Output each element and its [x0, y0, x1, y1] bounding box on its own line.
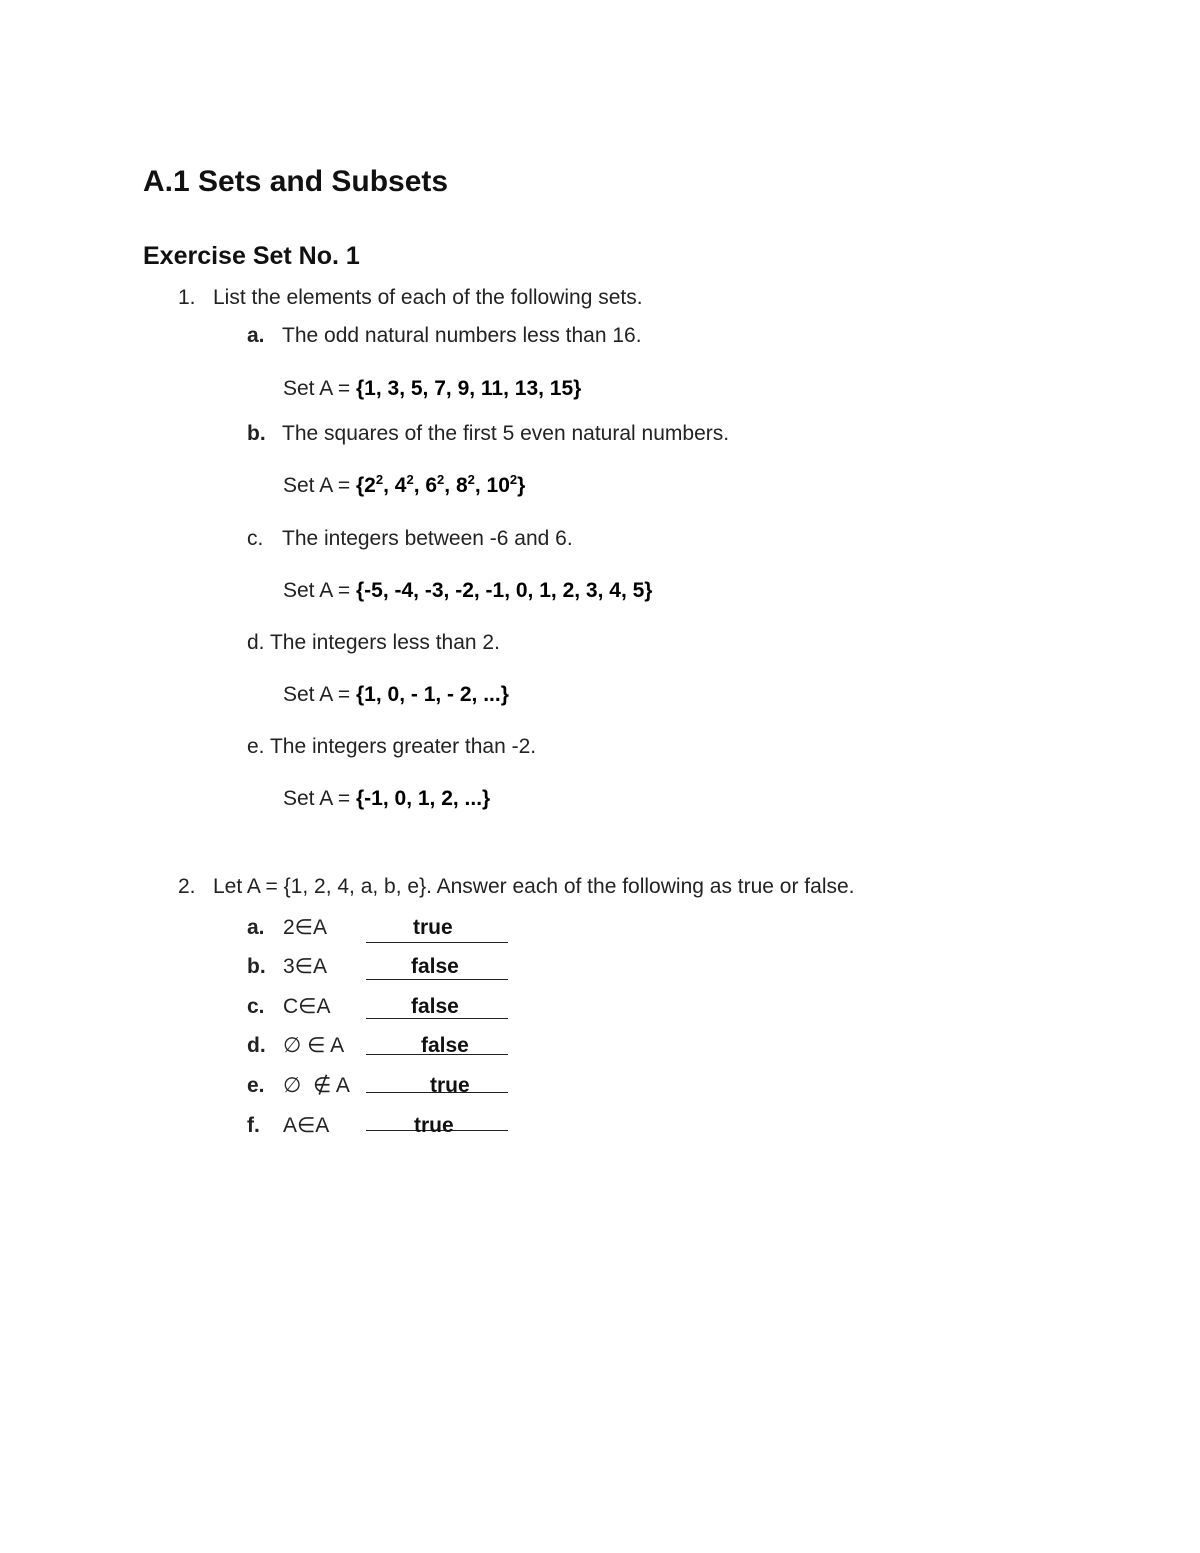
q2f-statement: A∈A — [283, 1114, 330, 1137]
q1b-text: The squares of the first 5 even natural numbers. — [282, 422, 730, 445]
q2c-statement: C∈A — [283, 995, 331, 1018]
q2a-answer: true — [413, 916, 453, 939]
q1d-text: d. The integers less than 2. — [247, 631, 500, 654]
q2f-answer: true — [414, 1114, 454, 1137]
q2e-statement: ∅ ∉ A — [283, 1074, 350, 1097]
exercise-heading: Exercise Set No. 1 — [143, 242, 360, 270]
q2c-letter: c. — [247, 995, 265, 1018]
q2b-answer-line — [366, 979, 508, 980]
q2b-statement: 3∈A — [283, 955, 327, 978]
q1e-answer — [283, 788, 490, 809]
q2d-letter: d. — [247, 1034, 266, 1057]
q1-prompt: List the elements of each of the following sets. — [213, 286, 643, 309]
q1c-set-value: {-5, -4, -3, -2, -1, 0, 1, 2, 3, 4, 5} — [356, 579, 653, 602]
q1c-answer — [283, 580, 652, 601]
q1c-letter: c. — [247, 527, 264, 550]
q1e-text: e. The integers greater than -2. — [247, 735, 537, 758]
q1b-letter: b. — [247, 422, 266, 445]
q1c-set-label: Set A = — [283, 579, 351, 602]
q1e-set-value: {-1, 0, 1, 2, ...} — [356, 787, 491, 810]
q1d-set-value: {1, 0, - 1, - 2, ...} — [356, 683, 509, 706]
q2-number: 2. — [178, 875, 196, 898]
q2e-answer: true — [430, 1074, 470, 1097]
q2b-letter: b. — [247, 955, 266, 978]
q2a-letter: a. — [247, 916, 265, 939]
q1d-set-label: Set A = — [283, 683, 351, 706]
q2d-answer: false — [421, 1034, 469, 1057]
q1e-set-label: Set A = — [283, 787, 351, 810]
q1b-set-value: {$2^2$, $4^2$, $6^2$, $8^2$, $10^2$} — [356, 472, 526, 497]
q2f-letter: f. — [247, 1114, 260, 1137]
q1a-set-label: Set A = — [283, 377, 351, 400]
q2c-answer: false — [411, 995, 459, 1018]
q2a-answer-line — [366, 942, 508, 943]
q1a-letter: a. — [247, 324, 265, 347]
q1c-text: The integers between -6 and 6. — [282, 527, 573, 550]
q1b-answer — [283, 472, 526, 497]
q2b-answer: false — [411, 955, 459, 978]
q2d-statement: ∅ ∈ A — [283, 1034, 345, 1057]
q1b-set-label: Set A = — [283, 474, 351, 497]
q1a-answer — [283, 378, 581, 399]
q1-number: 1. — [178, 286, 196, 309]
section-title: A.1 Sets and Subsets — [143, 165, 449, 198]
q1a-text: The odd natural numbers less than 16. — [282, 324, 642, 347]
q1a-set-value: {1, 3, 5, 7, 9, 11, 13, 15} — [356, 377, 582, 400]
q1d-answer — [283, 684, 509, 705]
q2e-letter: e. — [247, 1074, 265, 1097]
q2a-statement: 2∈A — [283, 916, 327, 939]
q2c-answer-line — [366, 1018, 508, 1019]
q2-prompt: Let A = {1, 2, 4, a, b, e}. Answer each of the following as true or false. — [213, 875, 855, 898]
